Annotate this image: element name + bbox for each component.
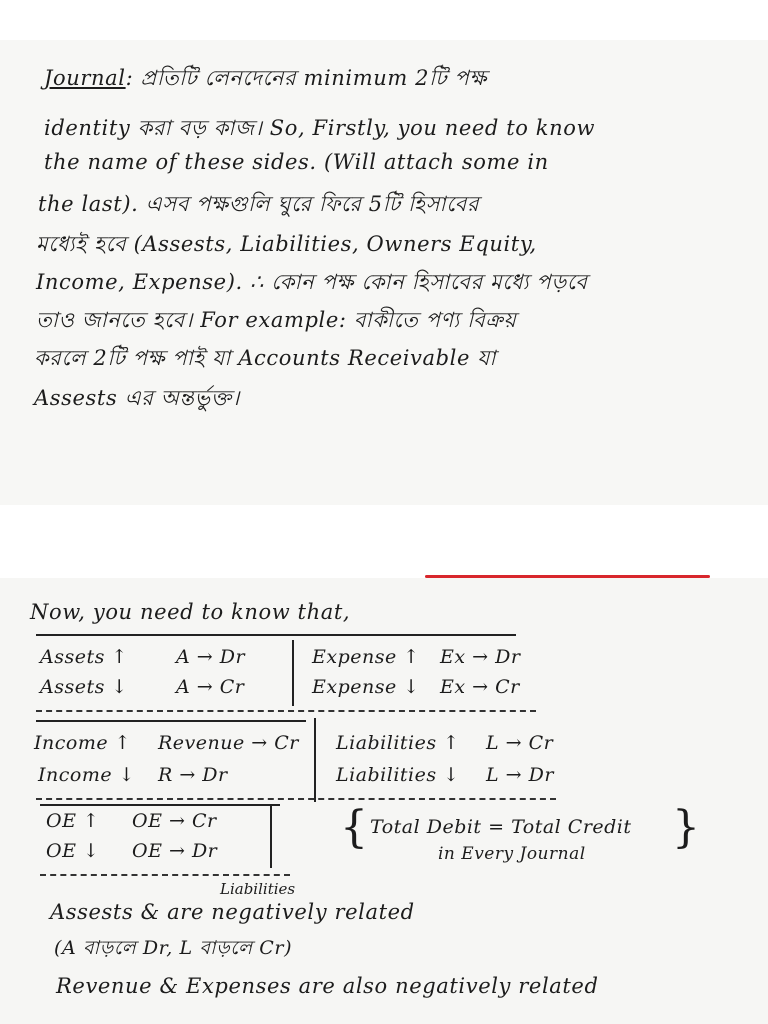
table-rule-2: [36, 720, 306, 722]
table-dash-3: [40, 874, 290, 876]
negative-relation-note: (A বাড়লে Dr, L বাড়লে Cr): [54, 937, 293, 959]
liabilities-increase-rule: L → Cr: [486, 732, 554, 754]
income-increase-rule: Revenue → Cr: [158, 732, 299, 754]
negative-relation-rule-1: Assests & are negatively related: [50, 900, 415, 924]
debit-credit-note-line-1: Total Debit = Total Credit: [370, 816, 632, 838]
negative-relation-rule-2: Revenue & Expenses are also negatively related: [56, 974, 599, 998]
table-divider-2: [314, 718, 316, 802]
table-rule-3: [40, 804, 280, 806]
assets-decrease: Assets ↓: [40, 676, 128, 698]
oe-decrease-rule: OE → Dr: [132, 840, 218, 862]
page1-line-8: করলে 2টি পক্ষ পাই যা Accounts Receivable যা: [34, 346, 497, 370]
notebook-page-2: [0, 578, 768, 1024]
table-divider-1: [292, 640, 294, 706]
assets-increase-rule: A → Dr: [176, 646, 246, 668]
page1-line-1: : প্রতিটি লেনদেনের minimum 2টি পক্ষ: [125, 66, 487, 90]
table-top-rule: [36, 634, 516, 636]
table-dash-1: [36, 710, 536, 712]
liabilities-insertion: Liabilities: [220, 880, 296, 898]
debit-credit-note-line-2: in Every Journal: [438, 844, 586, 864]
expense-decrease-rule: Ex → Cr: [440, 676, 520, 698]
assets-increase: Assets ↑: [40, 646, 128, 668]
page1-line-3: the name of these sides. (Will attach some in: [44, 150, 549, 174]
expense-increase: Expense ↑: [312, 646, 420, 668]
liabilities-decrease: Liabilities ↓: [336, 764, 460, 786]
page1-line-9: Assests এর অন্তর্ভুক্ত।: [34, 386, 240, 410]
page1-line-4: the last). এসব পক্ষগুলি ঘুরে ফিরে 5টি হিসাবের: [38, 192, 480, 216]
journal-heading: Journal: [44, 66, 126, 90]
table-divider-3: [270, 804, 272, 868]
page1-line-5: মধ্যেই হবে (Assests, Liabilities, Owners Equity,: [36, 232, 537, 256]
intro-line: Now, you need to know that,: [30, 600, 351, 624]
income-decrease-rule: R → Dr: [158, 764, 228, 786]
left-brace: {: [340, 802, 368, 853]
journal-heading-line: [44, 62, 487, 97]
oe-increase-rule: OE → Cr: [132, 810, 217, 832]
expense-decrease: Expense ↓: [312, 676, 420, 698]
income-decrease: Income ↓: [38, 764, 136, 786]
oe-decrease: OE ↓: [46, 840, 100, 862]
right-brace: }: [672, 802, 700, 853]
liabilities-increase: Liabilities ↑: [336, 732, 460, 754]
oe-increase: OE ↑: [46, 810, 100, 832]
page1-line-7: তাও জানতে হবে। For example: বাকীতে পণ্য বিক্রয়: [36, 308, 517, 332]
table-dash-2: [36, 798, 556, 800]
page1-line-6: Income, Expense). ∴ কোন পক্ষ কোন হিসাবের মধ্যে পড়বে: [36, 270, 588, 294]
income-increase: Income ↑: [34, 732, 132, 754]
expense-increase-rule: Ex → Dr: [440, 646, 521, 668]
liabilities-decrease-rule: L → Dr: [486, 764, 554, 786]
assets-decrease-rule: A → Cr: [176, 676, 245, 698]
page1-line-2: identity করা বড় কাজ। So, Firstly, you need to know: [44, 116, 596, 140]
notebook-page-1: [0, 40, 768, 505]
